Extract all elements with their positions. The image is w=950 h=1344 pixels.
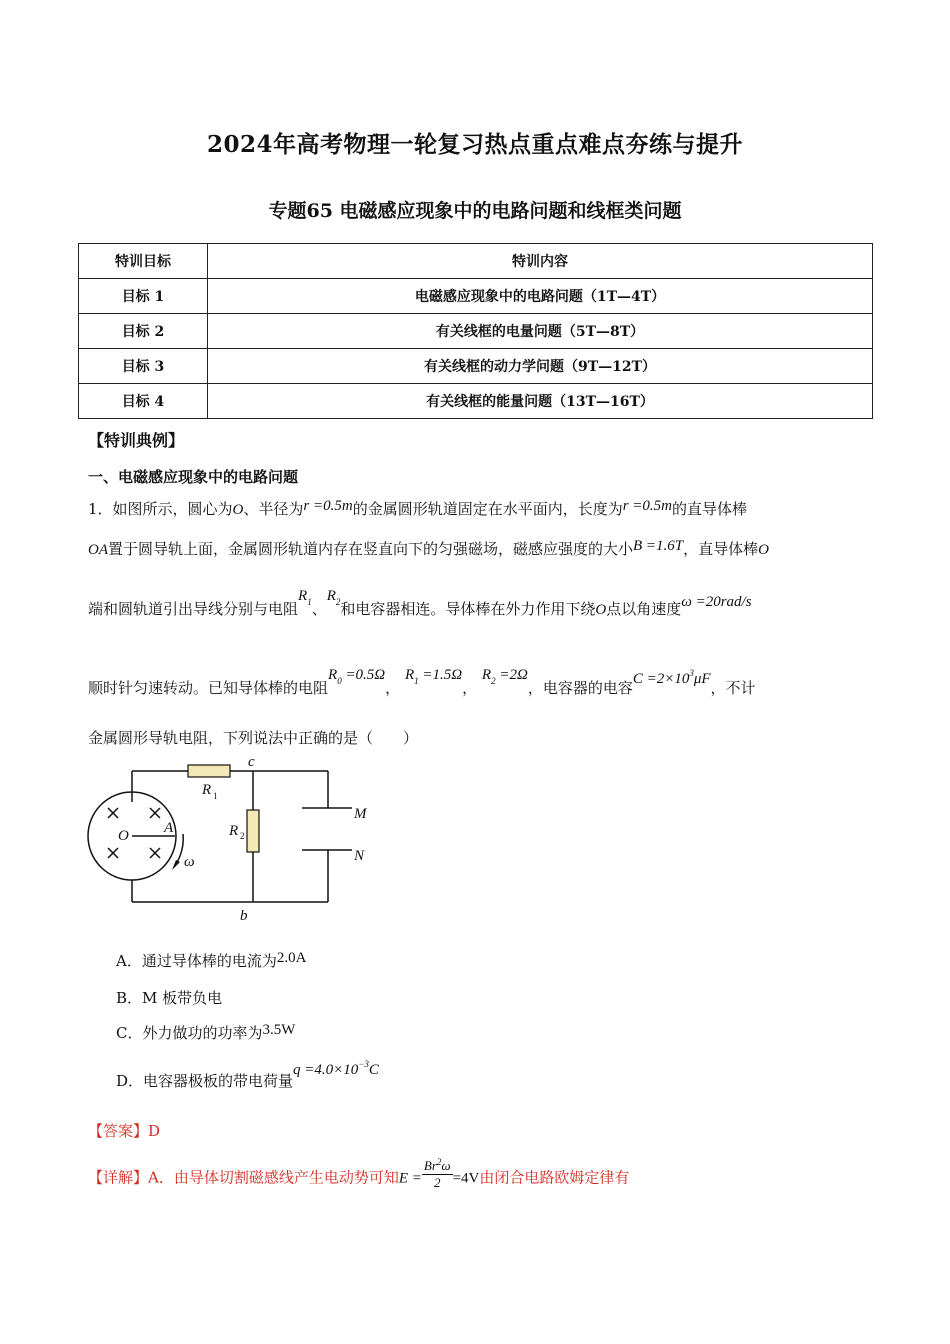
label-M: M	[354, 806, 367, 822]
text: ，	[385, 679, 401, 697]
label-omega: ω	[184, 854, 195, 870]
option-label: A．通过导体棒的电流为	[116, 952, 277, 970]
table-row	[79, 384, 873, 419]
math-R2	[481, 667, 528, 686]
goals-table	[78, 243, 873, 419]
math-R1	[404, 667, 463, 686]
option-label: C．外力做功的功率为	[116, 1024, 263, 1042]
text: ，电容器的电容	[527, 679, 633, 697]
answer-value: D	[148, 1122, 161, 1140]
label-c: c	[248, 754, 255, 770]
text: R	[481, 667, 492, 683]
detail-line	[88, 1157, 630, 1195]
detail-text: A．由导体切割磁感线产生电动势可知	[148, 1168, 399, 1187]
math-r: r =0.5m	[622, 498, 673, 514]
detail-text: 由闭合电路欧姆定律有	[479, 1168, 630, 1187]
option-a[interactable]	[116, 950, 306, 971]
table-row	[79, 314, 873, 349]
text: ，直导体棒	[683, 540, 759, 558]
table-row	[79, 349, 873, 384]
resistor-R1	[188, 765, 230, 777]
math-E: E =	[398, 1170, 422, 1187]
math-omega: ω =20rad/s	[681, 594, 752, 610]
text: 端和圆轨道引出导线分别与电阻	[88, 600, 299, 618]
answer-line	[88, 1120, 160, 1141]
fraction-numerator	[422, 1158, 453, 1175]
text: =2Ω	[495, 667, 528, 683]
subscript: 2	[491, 676, 496, 686]
text: 的直导体棒	[672, 500, 748, 518]
math-OA: OA	[88, 542, 108, 558]
math-B: B =1.6T	[633, 538, 684, 554]
text: =1.5Ω	[418, 667, 463, 683]
table-cell-content: 有关线框的电量问题（5T—8T）	[208, 314, 873, 349]
subscript: 2	[335, 597, 341, 607]
fraction-denominator: 2	[434, 1175, 441, 1190]
text: C	[368, 1062, 379, 1078]
label-A: A	[164, 820, 174, 836]
text: 的金属圆形轨道固定在水平面内，长度为	[352, 500, 623, 518]
question-line-5: 金属圆形导轨电阻，下列说法中正确的是（ ）	[88, 729, 419, 747]
text: μF	[693, 671, 711, 687]
option-label: B．M 板带负电	[116, 989, 223, 1007]
label-R1-sub: 1	[213, 791, 218, 801]
math-O: O	[758, 542, 770, 558]
math-R1	[298, 588, 312, 607]
document-subtitle: 专题65 电磁感应现象中的电路问题和线框类问题	[268, 200, 682, 222]
text: 点以角速度	[606, 600, 682, 618]
table-cell-goal: 目标 3	[79, 349, 208, 384]
section-example-heading: 【特训典例】	[88, 431, 185, 450]
label-R2-sub: 2	[240, 831, 245, 841]
text: 、半径为	[243, 500, 304, 518]
question-line-2	[88, 538, 769, 559]
text: 、	[311, 600, 327, 618]
subscript: 1	[414, 676, 419, 686]
table-header-goal: 特训目标	[79, 244, 208, 279]
table-cell-goal: 目标 1	[79, 279, 208, 314]
detail-tag: 【详解】	[88, 1168, 149, 1187]
label-R2: R	[229, 823, 239, 839]
table-cell-goal: 目标 4	[79, 384, 208, 419]
answer-tag: 【答案】	[88, 1122, 149, 1140]
subscript: 1	[307, 597, 312, 607]
label-N: N	[354, 848, 365, 864]
label-b: b	[240, 908, 248, 924]
question-line-1	[88, 498, 747, 519]
table-cell-content: 有关线框的动力学问题（9T—12T）	[208, 349, 873, 384]
option-value: 2.0A	[276, 950, 307, 966]
text: ，	[462, 679, 478, 697]
math-R0	[328, 667, 386, 686]
option-value	[293, 1059, 379, 1078]
text: R	[328, 667, 338, 683]
text: 置于圆导轨上面，金属圆形轨道内存在竖直向下的匀强磁场，磁感应强度的大小	[108, 540, 634, 558]
math-r: r =0.5m	[303, 498, 353, 514]
option-b[interactable]	[116, 987, 222, 1008]
text: q =4.0×10	[293, 1062, 359, 1078]
label-O: O	[118, 828, 129, 844]
text: 顺时针匀速转动。已知导体棒的电阻	[88, 679, 329, 697]
document-title: 2024年高考物理一轮复习热点重点难点夯练与提升	[206, 131, 743, 158]
table-cell-content: 有关线框的能量问题（13T—16T）	[208, 384, 873, 419]
math-C	[632, 668, 711, 687]
text: ω	[441, 1158, 451, 1173]
option-label: D．电容器极板的带电荷量	[116, 1072, 294, 1090]
math-value: =4V	[452, 1170, 480, 1187]
question-line-3	[88, 588, 752, 619]
math-R2	[326, 588, 341, 607]
text: 1．如图所示，圆心为	[88, 500, 233, 518]
table-header-content: 特训内容	[208, 244, 873, 279]
text: ，不计	[710, 679, 756, 697]
table-header-row	[79, 244, 873, 279]
superscript: −3	[358, 1059, 369, 1069]
option-d[interactable]	[116, 1059, 379, 1091]
option-value: 3.5W	[262, 1022, 296, 1038]
text: C =2×10	[632, 671, 690, 687]
resistor-R2	[247, 810, 259, 852]
section-one-heading: 一、电磁感应现象中的电路问题	[88, 468, 299, 486]
table-row	[79, 279, 873, 314]
label-R1: R	[202, 782, 212, 798]
text: 和电容器相连。导体棒在外力作用下绕	[340, 600, 596, 618]
subscript: 0	[337, 676, 342, 686]
table-cell-content: 电磁感应现象中的电路问题（1T—4T）	[208, 279, 873, 314]
text: R	[404, 667, 415, 683]
option-c[interactable]	[116, 1022, 295, 1043]
table-cell-goal: 目标 2	[79, 314, 208, 349]
circuit-diagram	[80, 752, 390, 927]
text: R	[298, 588, 308, 604]
superscript: 2	[436, 1157, 442, 1167]
math-fraction	[422, 1158, 453, 1191]
text: =0.5Ω	[341, 667, 386, 683]
text: Br	[423, 1158, 437, 1173]
math-O: O	[232, 502, 244, 518]
text: R	[326, 588, 336, 604]
math-O: O	[595, 602, 607, 618]
superscript: 3	[689, 668, 694, 678]
